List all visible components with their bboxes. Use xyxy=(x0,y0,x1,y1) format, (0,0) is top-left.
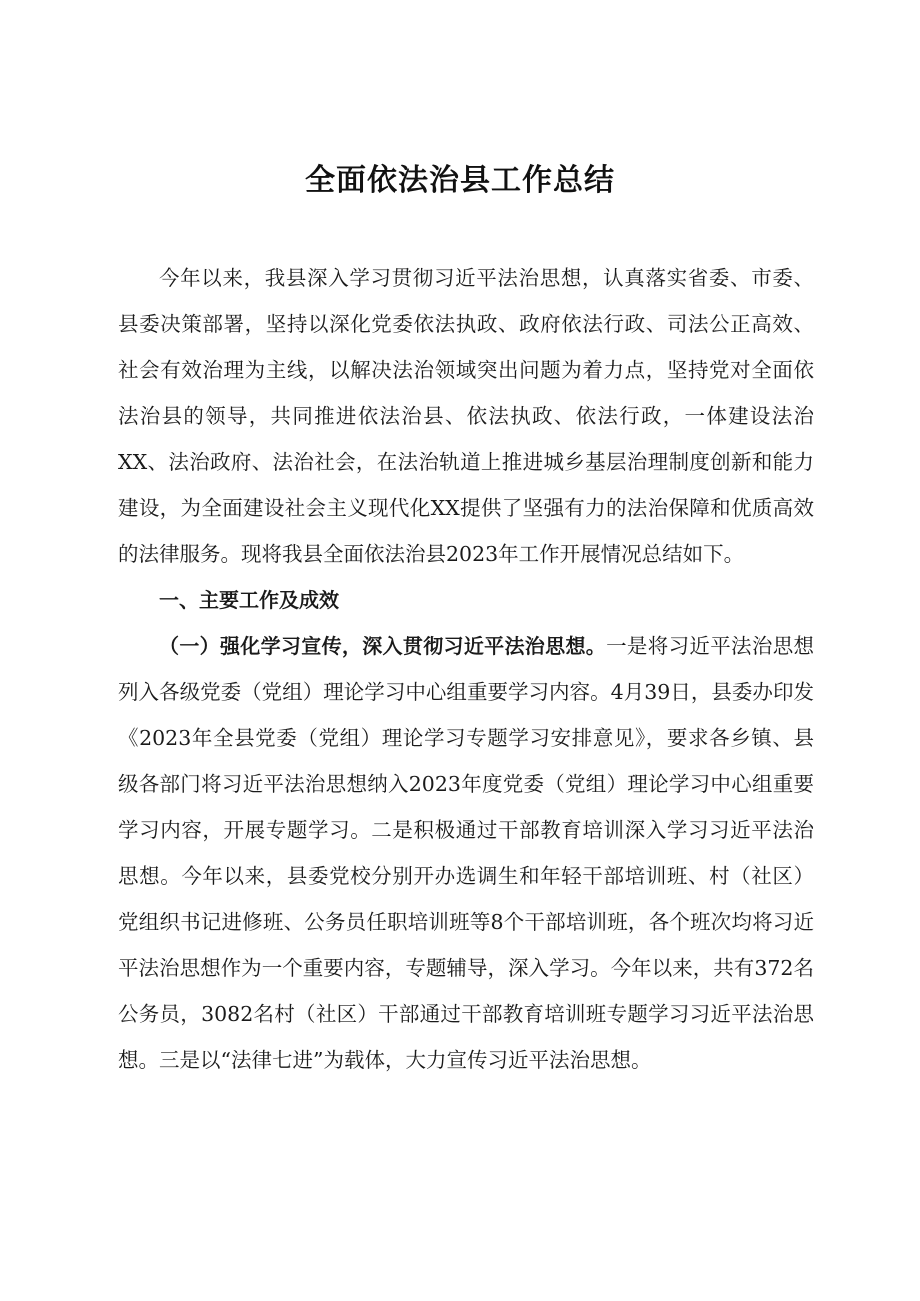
subsection-paragraph xyxy=(118,623,814,1083)
subsection-heading: （一）强化学习宣传，深入贯彻习近平法治思想。 xyxy=(159,634,607,658)
document-title: 全面依法治县工作总结 xyxy=(305,163,615,198)
section-heading: 一、主要工作及成效 xyxy=(159,588,339,612)
document-body xyxy=(118,255,814,1083)
subsection-body: 一是将习近平法治思想列入各级党委（党组）理论学习中心组重要学习内容。4月39日，县委办印发《2023年全县党委（党组）理论学习专题学习安排意见》，要求各乡镇、县级各部门将习近平法治思想纳入2023年度党委（党组）理论学习中心组重要学习内容，开展专题学习。二是积极通过干部教育培训深入学习习近平法治思想。今年以来，县委党校分别开办选调生和年轻干部培训班、村（社区）党组织书记进修班、公务员任职培训班等8个干部培训班，各个班次均将习近平法治思想作为一个重要内容，专题辅导，深入学习。今年以来，共有372名公务员，3082名村（社区）干部通过干部教育培训班专题学习习近平法治思想。三是以“法律七进”为载体，大力宣传习近平法治思想。 xyxy=(118,634,815,1072)
intro-paragraph: 今年以来，我县深入学习贯彻习近平法治思想，认真落实省委、市委、县委决策部署，坚持以深化党委依法执政、政府依法行政、司法公正高效、社会有效治理为主线，以解决法治领域突出问题为着力点，坚持党对全面依法治县的领导，共同推进依法治县、依法执政、依法行政，一体建设法治XX、法治政府、法治社会，在法治轨道上推进城乡基层治理制度创新和能力建设，为全面建设社会主义现代化XX提供了坚强有力的法治保障和优质高效的法律服务。现将我县全面依法治县2023年工作开展情况总结如下。 xyxy=(118,266,814,566)
